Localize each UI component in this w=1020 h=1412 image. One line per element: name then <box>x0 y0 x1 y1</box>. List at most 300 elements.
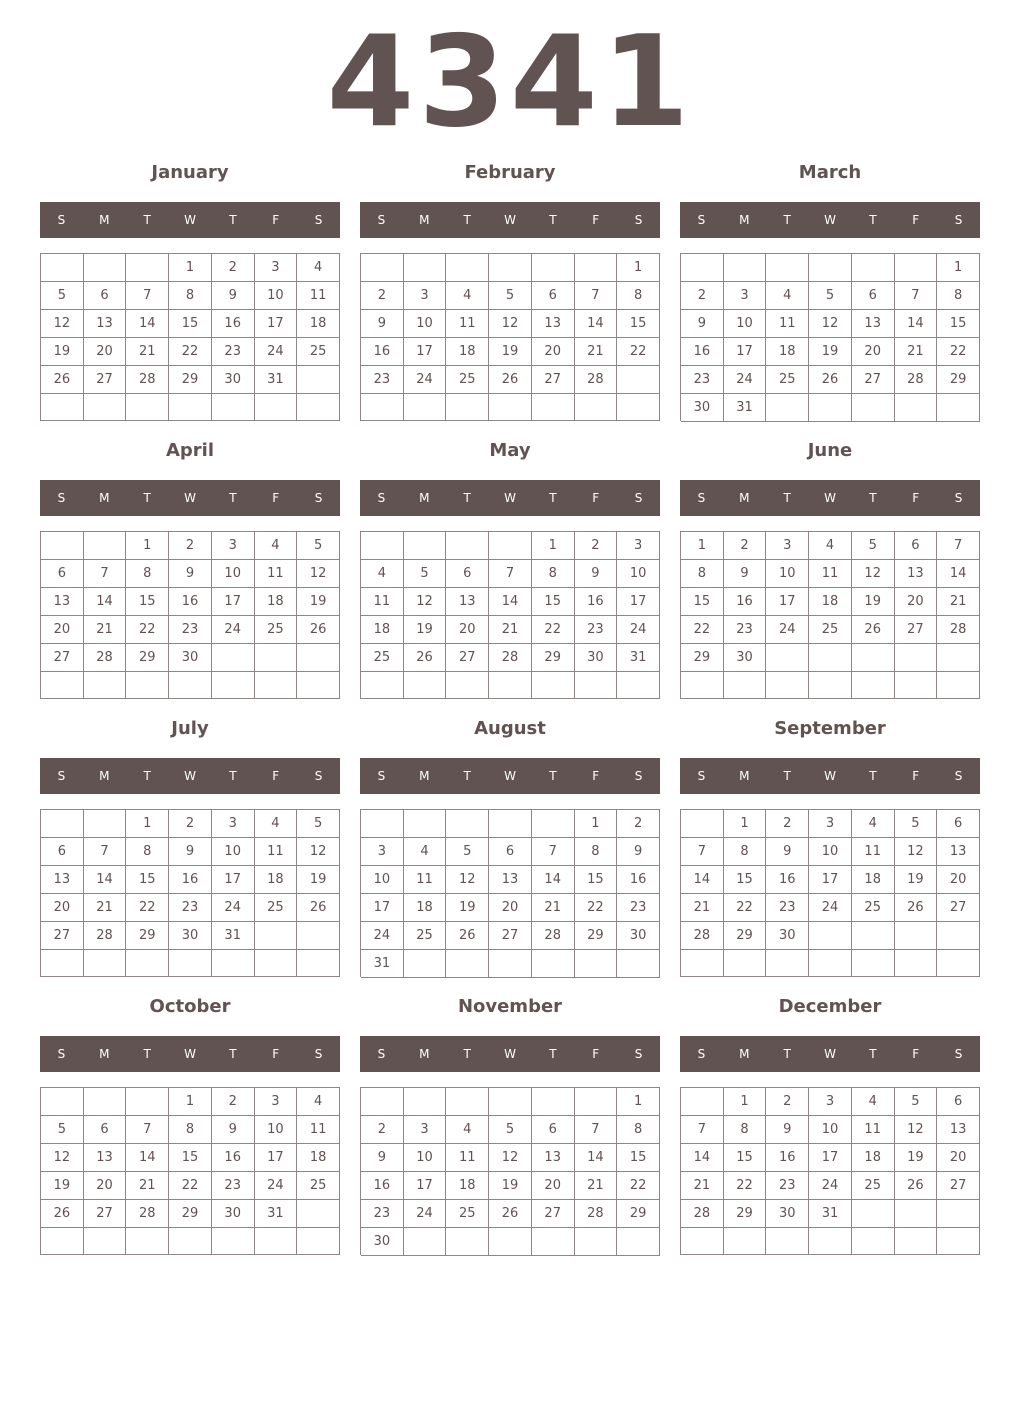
day-cell: 30 <box>169 644 212 672</box>
empty-cell <box>446 950 489 978</box>
empty-cell <box>895 1200 938 1228</box>
weekday-label: F <box>592 769 600 783</box>
day-cell: 31 <box>255 366 298 394</box>
day-cell: 9 <box>617 838 660 866</box>
weekday-label: M <box>99 213 110 227</box>
day-cell: 8 <box>724 1116 767 1144</box>
empty-cell <box>297 366 340 394</box>
empty-cell <box>212 394 255 421</box>
day-cell: 12 <box>895 838 938 866</box>
day-cell: 8 <box>617 1116 660 1144</box>
day-cell: 1 <box>169 1088 212 1116</box>
day-cell: 18 <box>852 866 895 894</box>
weekday-header <box>360 1036 660 1072</box>
weekday-label: S <box>697 491 706 505</box>
day-cell: 28 <box>126 366 169 394</box>
day-cell: 28 <box>895 366 938 394</box>
day-cell: 12 <box>489 310 532 338</box>
day-cell: 17 <box>617 588 660 616</box>
day-cell: 23 <box>212 1172 255 1200</box>
day-cell: 23 <box>681 366 724 394</box>
day-cell: 9 <box>575 560 618 588</box>
weekday-label: T <box>549 769 557 783</box>
empty-cell <box>937 1200 980 1228</box>
empty-cell <box>681 1228 724 1255</box>
day-cell: 19 <box>297 866 340 894</box>
day-cell: 30 <box>617 922 660 950</box>
weekday-label: S <box>697 213 706 227</box>
empty-cell <box>617 950 660 978</box>
day-cell: 27 <box>937 894 980 922</box>
day-cell: 15 <box>575 866 618 894</box>
day-cell: 28 <box>681 922 724 950</box>
empty-cell <box>126 394 169 421</box>
day-cell: 16 <box>575 588 618 616</box>
day-cell: 22 <box>617 338 660 366</box>
empty-cell <box>852 922 895 950</box>
day-cell: 22 <box>724 894 767 922</box>
day-cell: 29 <box>169 1200 212 1228</box>
empty-cell <box>681 810 724 838</box>
day-cell: 14 <box>575 1144 618 1172</box>
day-cell: 15 <box>681 588 724 616</box>
day-cell: 16 <box>681 338 724 366</box>
day-cell: 15 <box>169 310 212 338</box>
empty-cell <box>446 394 489 421</box>
day-cell: 30 <box>212 366 255 394</box>
year-title: 4341 <box>326 8 694 155</box>
day-cell: 7 <box>937 532 980 560</box>
day-cell: 14 <box>84 588 127 616</box>
day-cell: 6 <box>41 838 84 866</box>
day-cell: 13 <box>84 1144 127 1172</box>
empty-cell <box>255 644 298 672</box>
month-name: September <box>774 718 886 739</box>
day-cell: 29 <box>126 922 169 950</box>
day-cell: 21 <box>575 338 618 366</box>
day-cell: 25 <box>852 1172 895 1200</box>
day-cell: 20 <box>937 866 980 894</box>
day-cell: 18 <box>404 894 447 922</box>
empty-cell <box>852 672 895 699</box>
day-cell: 4 <box>766 282 809 310</box>
day-cell: 17 <box>212 588 255 616</box>
day-cell: 10 <box>724 310 767 338</box>
day-cell: 22 <box>126 616 169 644</box>
empty-cell <box>617 1228 660 1256</box>
empty-cell <box>404 810 447 838</box>
day-cell: 22 <box>169 1172 212 1200</box>
day-cell: 24 <box>404 366 447 394</box>
empty-cell <box>404 532 447 560</box>
day-cell: 5 <box>809 282 852 310</box>
day-cell: 11 <box>255 560 298 588</box>
day-cell: 11 <box>297 1116 340 1144</box>
day-cell: 21 <box>937 588 980 616</box>
empty-cell <box>169 1228 212 1255</box>
day-cell: 13 <box>489 866 532 894</box>
empty-cell <box>255 394 298 421</box>
weekday-header <box>40 202 340 238</box>
day-cell: 19 <box>404 616 447 644</box>
day-cell: 27 <box>84 366 127 394</box>
empty-cell <box>532 1088 575 1116</box>
day-cell: 20 <box>84 1172 127 1200</box>
day-cell: 8 <box>681 560 724 588</box>
empty-cell <box>809 1228 852 1255</box>
weekday-label: W <box>824 213 836 227</box>
empty-cell <box>84 1088 127 1116</box>
day-cell: 11 <box>809 560 852 588</box>
empty-cell <box>404 1228 447 1256</box>
weekday-label: F <box>592 1047 600 1061</box>
weekday-label: T <box>869 213 877 227</box>
day-cell: 16 <box>766 866 809 894</box>
empty-cell <box>446 810 489 838</box>
day-cell: 26 <box>489 1200 532 1228</box>
day-grid <box>360 809 660 977</box>
month-name: October <box>149 996 231 1017</box>
weekday-label: T <box>229 213 237 227</box>
day-grid <box>360 1087 660 1255</box>
empty-cell <box>532 950 575 978</box>
day-cell: 2 <box>766 1088 809 1116</box>
day-cell: 12 <box>446 866 489 894</box>
day-cell: 21 <box>84 616 127 644</box>
empty-cell <box>126 672 169 699</box>
empty-cell <box>809 922 852 950</box>
day-cell: 9 <box>169 838 212 866</box>
day-cell: 30 <box>681 394 724 422</box>
day-cell: 27 <box>84 1200 127 1228</box>
day-cell: 13 <box>895 560 938 588</box>
day-cell: 4 <box>255 810 298 838</box>
empty-cell <box>84 1228 127 1255</box>
day-cell: 4 <box>446 282 489 310</box>
empty-cell <box>895 394 938 422</box>
empty-cell <box>297 644 340 672</box>
weekday-label: T <box>463 1047 471 1061</box>
empty-cell <box>809 394 852 422</box>
day-cell: 10 <box>809 1116 852 1144</box>
day-cell: 22 <box>169 338 212 366</box>
day-cell: 22 <box>575 894 618 922</box>
day-cell: 28 <box>532 922 575 950</box>
day-cell: 30 <box>361 1228 404 1256</box>
day-cell: 12 <box>895 1116 938 1144</box>
empty-cell <box>212 1228 255 1255</box>
day-cell: 24 <box>766 616 809 644</box>
day-cell: 6 <box>84 1116 127 1144</box>
day-cell: 29 <box>532 644 575 672</box>
weekday-label: T <box>143 769 151 783</box>
day-cell: 28 <box>126 1200 169 1228</box>
day-cell: 27 <box>446 644 489 672</box>
day-cell: 25 <box>297 1172 340 1200</box>
month-name: December <box>778 996 882 1017</box>
weekday-label: F <box>272 1047 280 1061</box>
day-cell: 28 <box>937 616 980 644</box>
empty-cell <box>404 394 447 421</box>
empty-cell <box>126 1228 169 1255</box>
empty-cell <box>766 644 809 672</box>
day-cell: 19 <box>41 1172 84 1200</box>
weekday-label: S <box>377 491 386 505</box>
day-cell: 3 <box>766 532 809 560</box>
day-cell: 6 <box>446 560 489 588</box>
empty-cell <box>575 1088 618 1116</box>
day-cell: 1 <box>617 1088 660 1116</box>
weekday-label: W <box>184 1047 196 1061</box>
empty-cell <box>809 950 852 977</box>
day-cell: 20 <box>489 894 532 922</box>
day-cell: 3 <box>809 1088 852 1116</box>
day-cell: 15 <box>937 310 980 338</box>
month-name: February <box>464 162 556 183</box>
day-grid <box>360 253 660 421</box>
empty-cell <box>126 950 169 977</box>
day-cell: 6 <box>532 1116 575 1144</box>
day-cell: 25 <box>852 894 895 922</box>
day-cell: 6 <box>895 532 938 560</box>
day-cell: 29 <box>937 366 980 394</box>
weekday-header <box>680 480 980 516</box>
day-cell: 26 <box>297 894 340 922</box>
day-cell: 1 <box>681 532 724 560</box>
day-cell: 27 <box>41 922 84 950</box>
day-cell: 15 <box>724 866 767 894</box>
day-cell: 19 <box>895 866 938 894</box>
day-grid <box>40 253 340 421</box>
day-cell: 7 <box>575 282 618 310</box>
empty-cell <box>84 950 127 977</box>
empty-cell <box>852 394 895 422</box>
day-cell: 14 <box>681 866 724 894</box>
day-cell: 5 <box>41 282 84 310</box>
day-cell: 3 <box>361 838 404 866</box>
empty-cell <box>895 672 938 699</box>
day-cell: 19 <box>489 1172 532 1200</box>
day-cell: 5 <box>297 810 340 838</box>
empty-cell <box>532 672 575 699</box>
day-cell: 14 <box>937 560 980 588</box>
day-cell: 4 <box>852 810 895 838</box>
weekday-header <box>680 1036 980 1072</box>
weekday-label: M <box>99 1047 110 1061</box>
day-cell: 4 <box>361 560 404 588</box>
day-cell: 3 <box>724 282 767 310</box>
day-cell: 16 <box>617 866 660 894</box>
day-cell: 9 <box>361 1144 404 1172</box>
day-cell: 4 <box>446 1116 489 1144</box>
day-cell: 7 <box>489 560 532 588</box>
weekday-label: T <box>229 769 237 783</box>
day-grid <box>680 253 980 421</box>
day-cell: 12 <box>297 560 340 588</box>
day-cell: 2 <box>766 810 809 838</box>
day-cell: 7 <box>126 282 169 310</box>
day-cell: 22 <box>681 616 724 644</box>
day-cell: 20 <box>41 894 84 922</box>
day-grid <box>40 809 340 977</box>
empty-cell <box>41 1228 84 1255</box>
day-cell: 25 <box>446 1200 489 1228</box>
weekday-label: W <box>824 1047 836 1061</box>
day-cell: 4 <box>809 532 852 560</box>
empty-cell <box>255 1228 298 1255</box>
weekday-label: T <box>783 491 791 505</box>
weekday-label: S <box>697 769 706 783</box>
empty-cell <box>446 254 489 282</box>
month-name: January <box>151 162 229 183</box>
weekday-header <box>680 758 980 794</box>
day-cell: 4 <box>852 1088 895 1116</box>
day-cell: 27 <box>532 1200 575 1228</box>
day-cell: 2 <box>169 532 212 560</box>
day-cell: 17 <box>809 866 852 894</box>
day-cell: 26 <box>297 616 340 644</box>
empty-cell <box>41 1088 84 1116</box>
empty-cell <box>41 394 84 421</box>
day-cell: 20 <box>532 1172 575 1200</box>
day-cell: 26 <box>404 644 447 672</box>
day-cell: 30 <box>212 1200 255 1228</box>
day-cell: 18 <box>446 338 489 366</box>
day-cell: 7 <box>126 1116 169 1144</box>
weekday-label: W <box>504 213 516 227</box>
day-cell: 23 <box>361 366 404 394</box>
day-cell: 6 <box>937 1088 980 1116</box>
day-cell: 6 <box>84 282 127 310</box>
day-cell: 19 <box>489 338 532 366</box>
day-cell: 8 <box>724 838 767 866</box>
day-cell: 17 <box>212 866 255 894</box>
day-cell: 28 <box>84 644 127 672</box>
day-cell: 11 <box>852 1116 895 1144</box>
empty-cell <box>809 644 852 672</box>
day-cell: 16 <box>212 1144 255 1172</box>
day-cell: 22 <box>724 1172 767 1200</box>
day-cell: 13 <box>937 838 980 866</box>
day-cell: 8 <box>169 1116 212 1144</box>
day-cell: 21 <box>489 616 532 644</box>
month-name: March <box>798 162 862 183</box>
day-grid <box>40 531 340 699</box>
day-cell: 18 <box>255 866 298 894</box>
empty-cell <box>489 254 532 282</box>
weekday-label: S <box>314 213 323 227</box>
weekday-label: M <box>99 491 110 505</box>
day-cell: 19 <box>852 588 895 616</box>
empty-cell <box>255 922 298 950</box>
weekday-label: T <box>463 213 471 227</box>
day-cell: 16 <box>169 588 212 616</box>
weekday-header <box>360 480 660 516</box>
empty-cell <box>212 644 255 672</box>
empty-cell <box>126 254 169 282</box>
empty-cell <box>41 672 84 699</box>
day-cell: 8 <box>126 838 169 866</box>
empty-cell <box>681 950 724 977</box>
weekday-header <box>680 202 980 238</box>
empty-cell <box>446 1228 489 1256</box>
empty-cell <box>766 254 809 282</box>
empty-cell <box>489 1228 532 1256</box>
day-cell: 20 <box>446 616 489 644</box>
day-cell: 5 <box>41 1116 84 1144</box>
day-cell: 11 <box>446 310 489 338</box>
empty-cell <box>724 1228 767 1255</box>
day-cell: 30 <box>169 922 212 950</box>
day-cell: 10 <box>361 866 404 894</box>
month-name: July <box>171 718 209 739</box>
day-cell: 1 <box>724 810 767 838</box>
empty-cell <box>297 1228 340 1255</box>
day-cell: 23 <box>617 894 660 922</box>
day-cell: 20 <box>532 338 575 366</box>
day-cell: 18 <box>446 1172 489 1200</box>
day-cell: 8 <box>126 560 169 588</box>
day-cell: 9 <box>724 560 767 588</box>
day-cell: 27 <box>41 644 84 672</box>
day-cell: 1 <box>126 532 169 560</box>
day-cell: 6 <box>852 282 895 310</box>
empty-cell <box>126 1088 169 1116</box>
day-cell: 17 <box>404 338 447 366</box>
empty-cell <box>169 950 212 977</box>
empty-cell <box>404 254 447 282</box>
day-cell: 19 <box>446 894 489 922</box>
day-cell: 4 <box>297 1088 340 1116</box>
day-cell: 23 <box>169 616 212 644</box>
day-cell: 5 <box>489 282 532 310</box>
day-cell: 12 <box>41 310 84 338</box>
day-cell: 17 <box>724 338 767 366</box>
weekday-label: S <box>634 769 643 783</box>
day-cell: 15 <box>724 1144 767 1172</box>
empty-cell <box>404 950 447 978</box>
empty-cell <box>41 810 84 838</box>
weekday-label: S <box>697 1047 706 1061</box>
day-cell: 14 <box>126 310 169 338</box>
empty-cell <box>895 922 938 950</box>
day-cell: 1 <box>724 1088 767 1116</box>
day-cell: 7 <box>575 1116 618 1144</box>
day-cell: 27 <box>532 366 575 394</box>
day-cell: 16 <box>361 338 404 366</box>
weekday-label: T <box>549 1047 557 1061</box>
empty-cell <box>212 672 255 699</box>
weekday-label: F <box>272 213 280 227</box>
day-cell: 27 <box>895 616 938 644</box>
weekday-label: S <box>634 213 643 227</box>
weekday-label: S <box>57 769 66 783</box>
day-cell: 1 <box>532 532 575 560</box>
day-cell: 30 <box>575 644 618 672</box>
weekday-label: S <box>954 213 963 227</box>
weekday-label: T <box>869 491 877 505</box>
day-cell: 21 <box>575 1172 618 1200</box>
day-cell: 2 <box>169 810 212 838</box>
day-cell: 11 <box>852 838 895 866</box>
day-cell: 5 <box>297 532 340 560</box>
weekday-label: S <box>314 1047 323 1061</box>
month-name: May <box>489 440 531 461</box>
day-cell: 26 <box>895 1172 938 1200</box>
weekday-label: T <box>783 769 791 783</box>
day-cell: 13 <box>84 310 127 338</box>
weekday-label: F <box>912 1047 920 1061</box>
